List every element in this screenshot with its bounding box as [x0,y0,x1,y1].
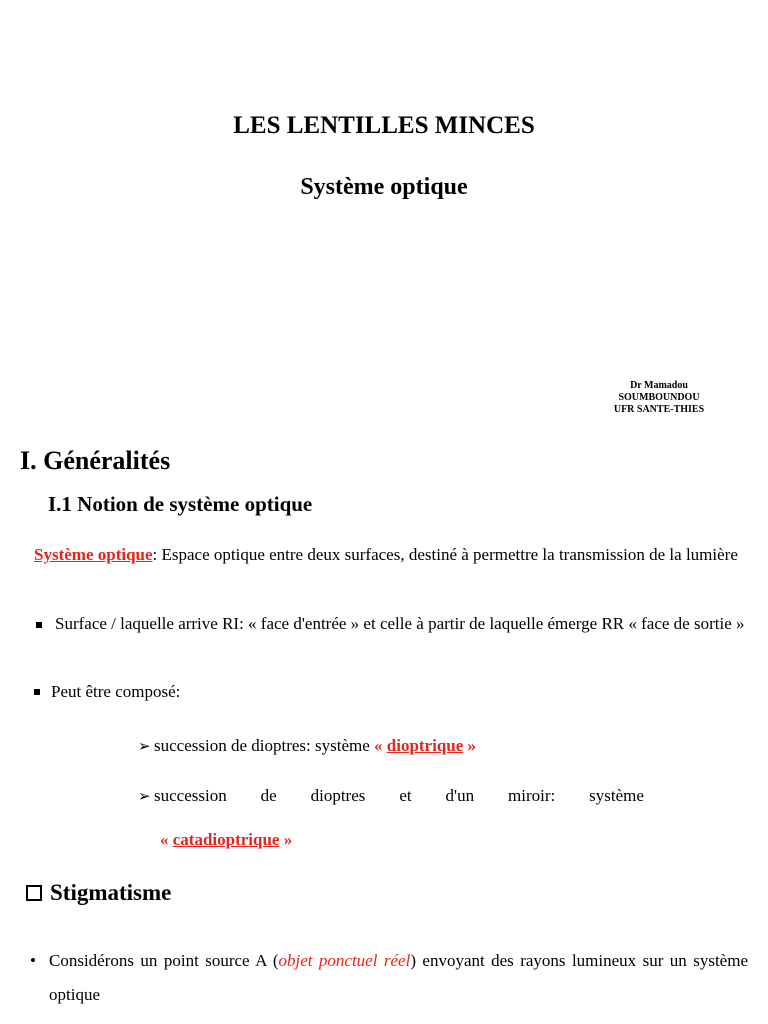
document-subtitle: Système optique [300,174,468,200]
bullet-text: Surface / laquelle arrive RI: « face d'entrée » et celle à partir de laquelle émerge RR « face de sortie » [55,614,745,633]
arrow-word-first: ➢ succession [138,786,227,805]
arrow-word: et [399,786,412,805]
section-heading-generalites: I. Généralités [20,446,171,475]
bullet-item-surface [34,607,748,641]
quote-open: « [160,830,173,849]
author-name: Dr Mamadou [630,380,688,391]
bullet-item-considerons [30,944,748,1012]
definition-paragraph [34,538,748,572]
catadioptrique-term-line [160,830,292,850]
section-heading-stigmatisme: Stigmatisme [26,880,171,906]
bullet-text: Considérons un point source A (objet ponctuel réel) envoyant des rayons lumineux sur un système optique [49,951,748,1004]
arrow-bullet-icon: ➢ [138,789,151,805]
subsection-heading-notion: I.1 Notion de système optique [48,492,313,516]
arrow-word: d'un [445,786,475,805]
quote-close: » [279,830,293,849]
quote-open: « [374,736,387,755]
square-bullet-icon [34,689,40,695]
arrow-word: miroir: [508,786,556,805]
arrow-word: de [260,786,277,805]
bullet-text: Peut être composé: [51,682,181,701]
arrow-item-catadioptrique [138,786,644,806]
arrow-text: succession de dioptres: système [154,736,375,755]
bullet-dot-icon: • [30,951,36,970]
term-catadioptrique: catadioptrique [172,830,280,849]
arrow-item-dioptrique [138,736,476,756]
author-block [584,380,734,416]
definition-text: : Espace optique entre deux surfaces, destiné à permettre la transmission de la lumière [152,545,738,564]
square-bullet-icon [36,622,42,628]
arrow-word: dioptres [310,786,366,805]
italic-term: objet ponctuel réel [278,951,411,970]
arrow-word: système [589,786,644,805]
arrow-bullet-icon: ➢ [138,739,151,755]
author-affiliation: UFR SANTE-THIES [613,404,705,415]
definition-term: Système optique [34,545,153,564]
checkbox-square-icon [26,885,42,901]
bullet-item-compose [34,676,180,708]
term-dioptrique: dioptrique [386,736,464,755]
document-title: LES LENTILLES MINCES [233,112,535,139]
quote-close: » [463,736,477,755]
author-surname: SOUMBOUNDOU [618,392,700,403]
